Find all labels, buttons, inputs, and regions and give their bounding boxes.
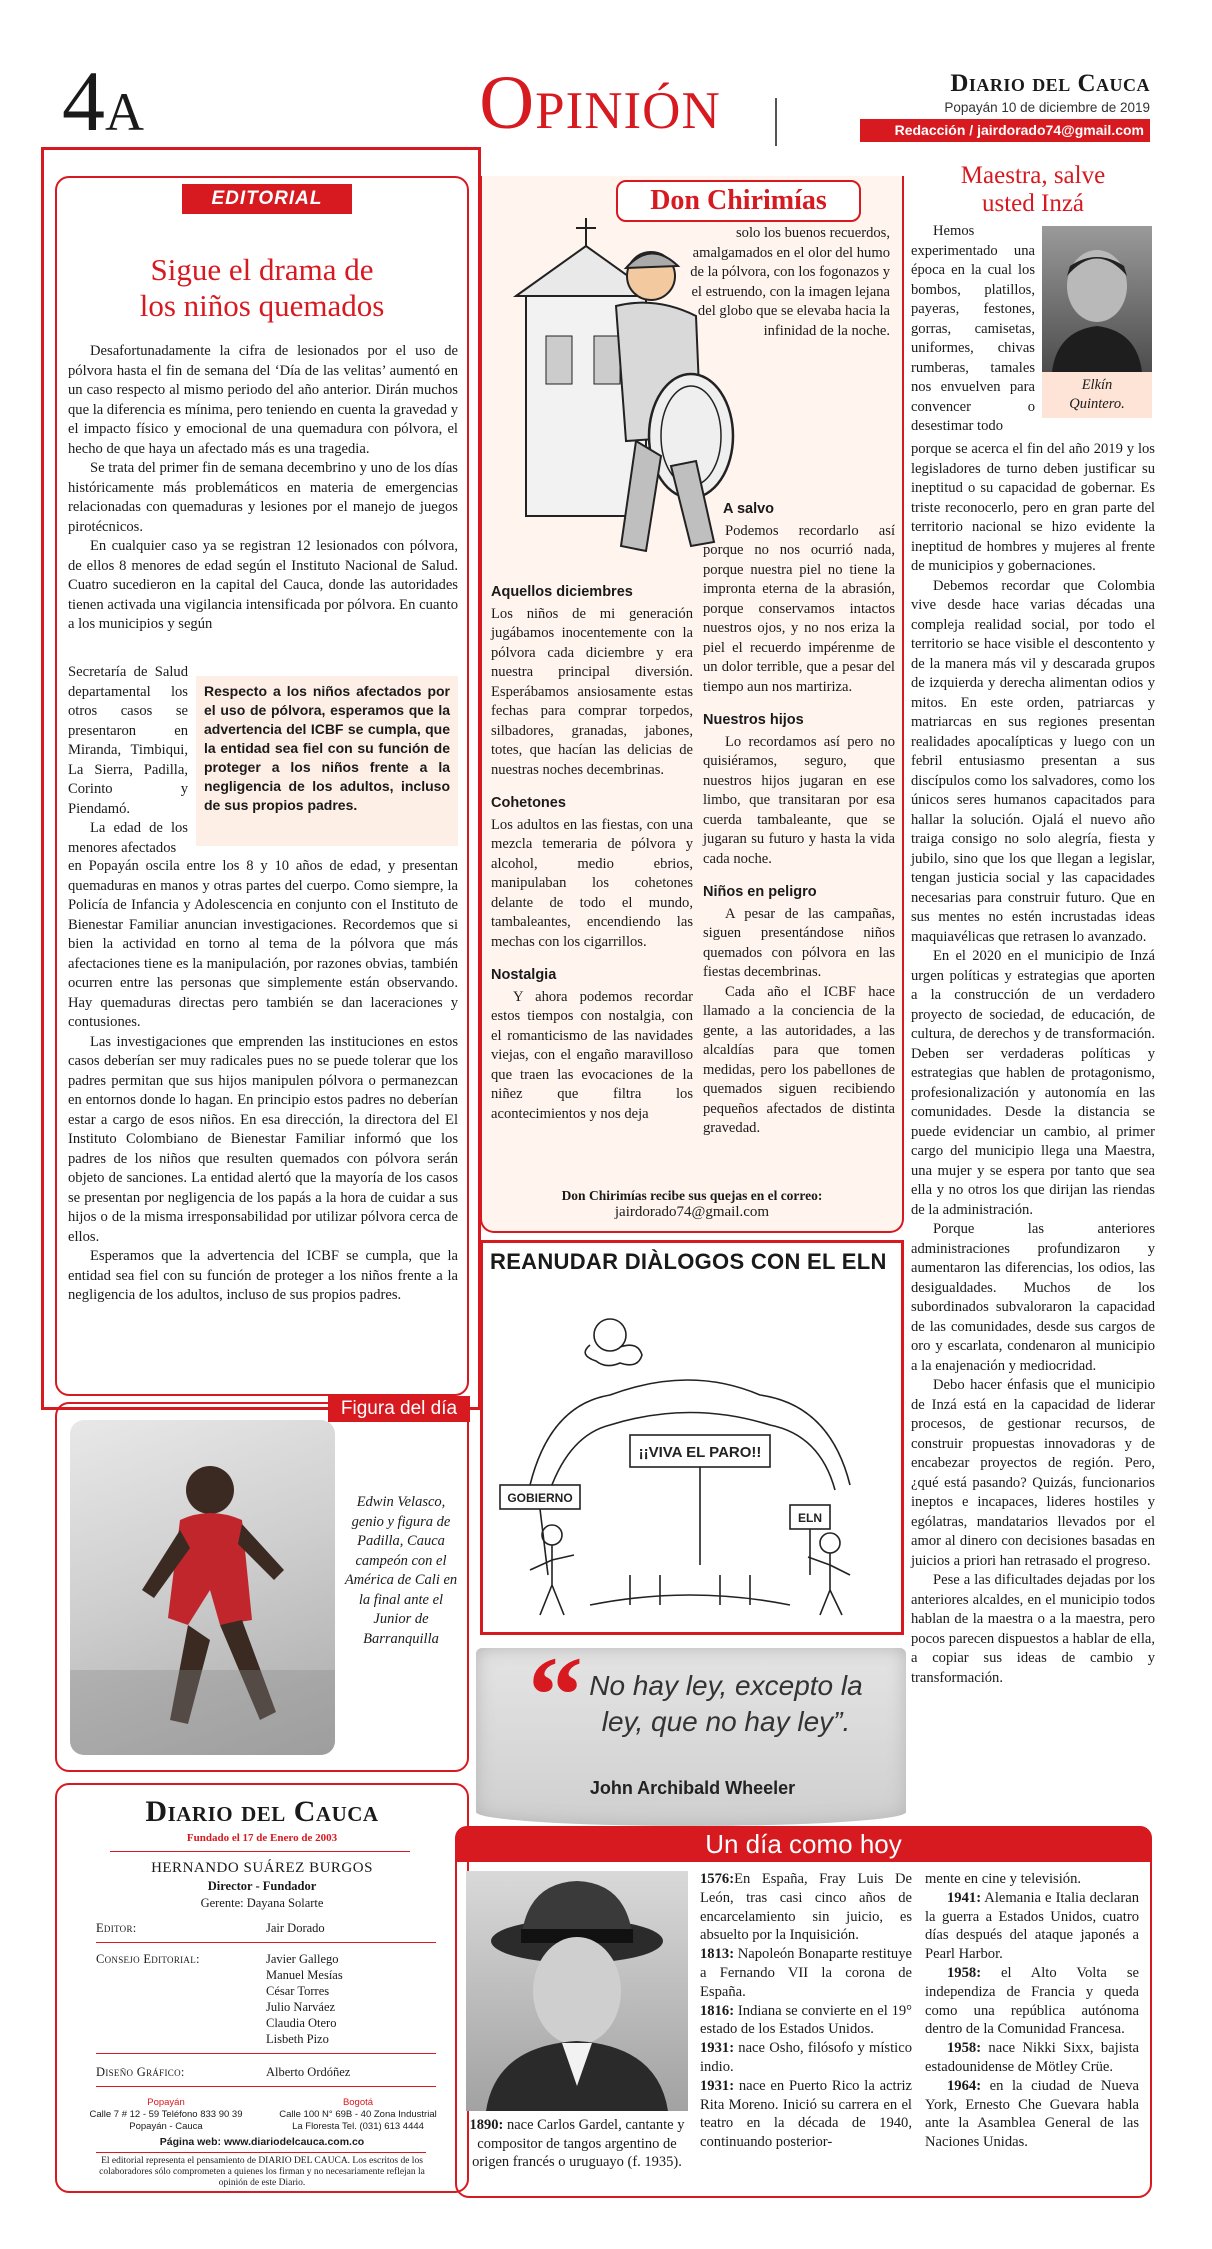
list-item: 1931: nace en Puerto Rico la actriz Rita Moreno. Inició su carrera en el teatro en la década de 1940, continuando posterior- bbox=[700, 2077, 912, 2151]
page-number: 4A bbox=[62, 53, 144, 149]
masthead-gerente: Gerente: Dayana Solarte bbox=[200, 1896, 324, 1910]
list-item: 1816: Indiana se convierte en el 19° estado de los Estados Unidos. bbox=[700, 2002, 913, 2038]
figura-photo bbox=[70, 1420, 335, 1755]
list-item: 1813: Napoleón Bonaparte restituye a Fernando VII la corona de España. bbox=[700, 1946, 912, 2000]
editorial-body-bottom: en Popayán oscila entre los 8 y 10 años de edad, y presentan quemaduras en manos y otras partes del cuerpo. Como siempre, la Policía de Infancia y Adolescencia en conjunto con el Instituto de Bienestar Familiar anuncian investigaciones. Recordemos que si bien la actividad en torno al tema de la pólvora que más afectaciones tiene es la manipulación, por razones obvias, también ocurren entre las personas que simplemente están observando. Hay quemaduras directas pero también se dan laceraciones y contusiones. Las investigaciones que emprenden las instituciones en estos casos deberían ser muy radicales pues no se puede tolerar que los padres permitan que sus hijos manipulen pólvora o permanezcan en entornos donde lo hagan. En principio estos padres no deberían estar a cargo de esos niños. En esa dirección, la directora del El Instituto Colombiano de Bienestar Familiar informó que los padres de los niños que resulten quemados con pólvora serán objeto de sanciones. La entidad alertó que la mayoría de los casos se presentan por negligencia de los papás a la hora de cuidar a sus hijos o de la misma irresponsabilidad por utilizar pólvora cerca de ellos. Esperamos que la advertencia del ICBF se cumpla, que la entidad sea fiel con su función de proteger a los niños frente a la negligencia de los adultos, incluso de sus propios padres. bbox=[68, 858, 458, 1303]
header-dateline: Popayán 10 de diciembre de 2019 bbox=[944, 100, 1150, 115]
chirimias-intro: solo los buenos recuerdos, amalgamados en el olor del humo de la pólvora, con los fogonazos y el estruendo, con la imagen lejana del globo que se elevaba hacia la infinidad de la noche. bbox=[690, 225, 890, 339]
list-item: 1958: el Alto Volta se independiza de Francia y queda como una república autónoma dentro de la Comunidad Francesa. bbox=[925, 1964, 1139, 2038]
masthead-director-role: Director - Fundador bbox=[207, 1879, 317, 1893]
list-item: 1964: en la ciudad de Nueva York, Ernesto Che Guevara habla ante la Asamblea General de las Naciones Unidas. bbox=[925, 2077, 1139, 2151]
gardel-portrait bbox=[466, 1871, 688, 2111]
cartoon-sign-center: ¡¡VIVA EL PARO!! bbox=[638, 1444, 762, 1461]
chirimias-footer: Don Chirimías recibe sus quejas en el correo: jairdorado74@gmail.com bbox=[561, 1188, 823, 1220]
list-item: 1576:En España, Fray Luis De León, tras casi cinco años de encarcelamiento sin juicio, es absuelto por la Inquisición. bbox=[700, 1871, 912, 1944]
list-item: 1941: Alemania e Italia declaran la guerra a Estados Unidos, cuatro días después del ataque japonés a Pearl Harbor. bbox=[925, 1889, 1139, 1963]
masthead-web: Página web: www.diariodelcauca.com.co bbox=[159, 2136, 365, 2148]
cartoon-title: REANUDAR DIÀLOGOS CON EL ELN bbox=[490, 1249, 887, 1274]
quote-author: John Archibald Wheeler bbox=[589, 1778, 796, 1798]
list-item: 1931: nace Osho, filósofo y místico indio. bbox=[700, 2040, 912, 2075]
column-body-narrow: Hemos experimentado una época en la cual los bombos, platillos, payeras, festones, gorras, camisetas, uniformes, chivas rumberas, tamales nos envuelven para convencer o desestimar todo bbox=[911, 223, 1035, 434]
undia-photo bbox=[466, 1871, 688, 2111]
cartoon-sign-left: GOBIERNO bbox=[507, 1491, 573, 1505]
editorial-body-top: Desafortunadamente la cifra de lesionados por el uso de pólvora hasta el fin de semana del ‘Día de las velitas’ aumentó en un caso respecto al mismo periodo del año anterior. Dirán muchos que la diferencia es mínima, pero teniendo en cuenta la gravedad y el impacto físico y emocional de una quemadura con pólvora, el hecho de que haya un afectado más es una tragedia. Se trata del primer fin de semana decembrino y uno de los días históricamente más problemáticos en materia de emergencias relacionadas con quemaduras y lesiones por el manejo de juegos pirotécnicos. En cualquier caso ya se registran 12 lesionados con pólvora, de ellos 8 menores de edad según el Instituto Nacional de Salud. Cuatro sucedieron en la capital del Cauca, donde las autoridades tienen activada una vigilancia intensificada por pólvora. En cuanto a los municipios y según bbox=[68, 343, 458, 632]
header-brand: Diario del Cauca bbox=[950, 70, 1150, 97]
quote-text: No hay ley, excepto la ley, que no hay ley”. bbox=[589, 1670, 863, 1737]
masthead-office-bogota: Bogotá Calle 100 N° 69B - 40 Zona Industrial La Floresta Tel. (031) 613 4444 bbox=[279, 2097, 437, 2132]
editorial-pullquote: Respecto a los niños afectados por el uso de pólvora, esperamos que la advertencia del ICBF se cumpla, que la entidad sea fiel con su función de proteger a los niños frente a la negligencia de los adultos, incluso de sus propios padres. bbox=[196, 676, 458, 846]
cartoon-sign-right: ELN bbox=[798, 1511, 822, 1525]
masthead-founded: Fundado el 17 de Enero de 2003 bbox=[186, 1832, 338, 1844]
chirimias-col-right: A salvo Podemos recordarlo así porque no nos ocurrió nada, porque nuestra piel no tiene la impronta eterna de la abrasión, porque conservamos intactos nuestros ojos, y no nos eriza la piel el recuerdo impérenme de un dolor terrible, que a pesar del tiempo aun nos martiriza. Nuestros hijos Lo recordamos así pero no quisiéramos, seguro, que nuestros hijos jugaran en ese limbo, que transitaran por esa cuerda tambaleante, que se jugaran su futuro y hasta la vida cada noche. Niños en peligro A pesar de las campañas, siguen presentándose niños quemados con pólvora en las fiestas decembrinas. Cada año el ICBF hace llamado a la conciencia de la gente, a las autoridades, a las alcaldías para que tomen medidas, pero los pabellones de quemados siguen recibiendo pequeños afectados de distinta gravedad. bbox=[703, 501, 895, 1136]
masthead-disclaimer: El editorial representa el pensamiento de DIARIO DEL CAUCA. Los escritos de los colaboradores sólo comprometen a quienes los firman y no necesariamente reflejan la opinión de este Diario. bbox=[99, 2156, 425, 2188]
cartoon-illustration bbox=[490, 1285, 895, 1625]
column-body: porque se acerca el fin del año 2019 y los legisladores de turno deben justificar su ineptitud o su capacidad de gobernar. Es triste reconocerlo, pero en gran parte del territorio nacional se hizo evidente la ineptitud de hombres y mujeres al frente de municipios y gobernaciones. Debemos recordar que Colombia vive desde hace varias décadas una compleja realidad social, por todo el territorio se hace visible el descontento y de la manera más vil y descarada grupos de izquierda y derecha alimentan odios y mitos. En este orden, patriarcas y matriarcas en sus regiones presentan realidades apocalípticas y luego con un febril entusiasmo presentan a sus discípulos como los salvadores, como los únicos seres humanos capacitados para hallar la solución. Ojalá el nuevo año traiga consigo no solo alegría, fiesta y jubilo, sino que los que llegan a legislar, tengan justicia social y las capacidades necesarias para construir futuro. Que en sus mentes no estén incrustadas ideas maquiavélicas que retrasen lo avanzado. En el 2020 en el municipio de Inzá urgen políticas y estrategias que aporten a la construcción de un verdadero proyecto de sociedad, de educación, de cultura, de derechos y de transformación. Deben ser verdaderas políticas y estrategias que hablen de protagonismo, profesionalización y autonomía en las comunidades. Desde la distancia se puede evidenciar un cambio, al primer cargo del municipio llega una Maestra, una mujer y se espera por tanto que sea ella y no otros los que dirijan las riendas de la administración. Porque las anteriores administraciones profundizaron y aumentaron las diferencias, los odios, las desigualdades. Muchos de los subordinados subvaloraron la capacidad de las comunidades, desde sus cargos de oro y escarlata, condenaron al municipio a la enajenación y mediocridad. Debo hacer énfasis que el municipio de Inzá está en la capacidad de liderar procesos, de gestionar recursos, de construir propuestas innovadoras y de encabezar proyectos de región. Pero, ¿qué está pasando? Quizás, funcionarios ineptos e incapaces, lideres hostiles y ególatras, mandatarios llevados por el amor al dinero con decisiones basadas en juicios a priori han retrasado el progreso. Pese a las dificultades dejadas por los anteriores alcaldes, en el municipio todos hablan de la maestra o a la maestra, pero pocos parecen dispuestos a hablar de ella, a copiar sus ideas de cambio y transformación. bbox=[911, 441, 1155, 1686]
header-contact-bar: Redacción / jairdorado74@gmail.com bbox=[860, 119, 1150, 142]
figura-label: Figura del día bbox=[328, 1396, 470, 1422]
chirimias-title: Don Chirimías bbox=[650, 185, 827, 216]
editorial-tag: EDITORIAL bbox=[182, 184, 352, 214]
masthead-staff: Editor: Jair Dorado Consejo Editorial: Javier Gallego Manuel Mesías César Torres Julio Narváez Claudia Otero Lisbeth Pizo Diseño Gráfico: Alberto Ordóñez bbox=[96, 1920, 436, 2087]
chirimias-col-left: Aquellos diciembres Los niños de mi generación jugábamos inocentemente con la pólvora cada diciembre y era nuestra principal diversión. Esperábamos ansiosamente estas fechas para comprar torpedos, silbadores, granadas, jabones, totes, que hacían las delicias de nuestras noches decembrinas. Cohetones Los adultos en las fiestas, con una mezcla temeraria de pólvora y alcohol, medio ebrios, manipulaban los cohetones delante de todo el mundo, tambaleantes, encendiendo las mechas con los cigarrillos. Nostalgia Y ahora podemos recordar estos tiempos con nostalgia, con el romanticismo de las navidades viejas, con el engaño maravilloso que traen las evocaciones de la niñez que filtra los acontecimientos y nos deja bbox=[491, 584, 693, 1122]
editorial-title: Sigue el drama de los niños quemados bbox=[139, 252, 385, 323]
masthead-rule-bottom bbox=[96, 2152, 426, 2153]
list-item: 1958: nace Nikki Sixx, bajista estadounidense de Mötley Crüe. bbox=[925, 2040, 1139, 2075]
quote-mark: “ bbox=[528, 1634, 583, 1756]
editorial-body-narrow: Secretaría de Salud departamental los otros casos se presentaron en Miranda, Timbiqui, La Sierra, Padilla, Corinto y Piendamó. La edad de los menores afectados bbox=[68, 664, 188, 856]
undia-title: Un día como hoy bbox=[455, 1826, 1152, 1862]
undia-col1 bbox=[700, 1870, 912, 2152]
column-title: Maestra, salve usted Inzá bbox=[960, 162, 1106, 217]
cartoon-drawing bbox=[490, 1285, 895, 1625]
masthead-director: HERNANDO SUÁREZ BURGOS bbox=[151, 1860, 373, 1876]
undia-col2: mente en cine y televisión. 1941: Alemania e Italia declaran la guerra a Estados Unidos, cuatro días después del ataque japonés a Pearl Harbor. 1958: el Alto Volta se independiza de Francia y queda como una república autónoma dentro de la Comunidad Francesa. 1958: nace Nikki Sixx, bajista estadounidense de Mötley Crüe. 1964: en la ciudad de Nueva York, Ernesto Che Guevara habla ante la Asamblea General de las Naciones Unidas. bbox=[925, 1871, 1139, 2151]
author-portrait bbox=[1042, 226, 1152, 372]
header-divider bbox=[775, 98, 777, 146]
masthead-rule bbox=[110, 1851, 410, 1852]
player-silhouette bbox=[70, 1420, 335, 1755]
column-author-name: Elkín Quintero. bbox=[1042, 372, 1152, 418]
column-author-photo bbox=[1042, 226, 1152, 372]
masthead-brand: Diario del Cauca bbox=[145, 1795, 379, 1828]
figura-caption: Edwin Velasco, genio y figura de Padilla, Cauca campeón con el América de Cali en la final ante el Junior de Barranquilla bbox=[344, 1494, 458, 1647]
section-title: Opinión bbox=[479, 61, 721, 145]
undia-photo-caption: 1890: nace Carlos Gardel, cantante y compositor de tangos argentino de origen francés o uruguayo (f. 1935). bbox=[469, 2117, 685, 2170]
masthead-office-popayan: Popayán Calle 7 # 12 - 59 Teléfono 833 90 39 Popayán - Cauca bbox=[89, 2097, 243, 2132]
